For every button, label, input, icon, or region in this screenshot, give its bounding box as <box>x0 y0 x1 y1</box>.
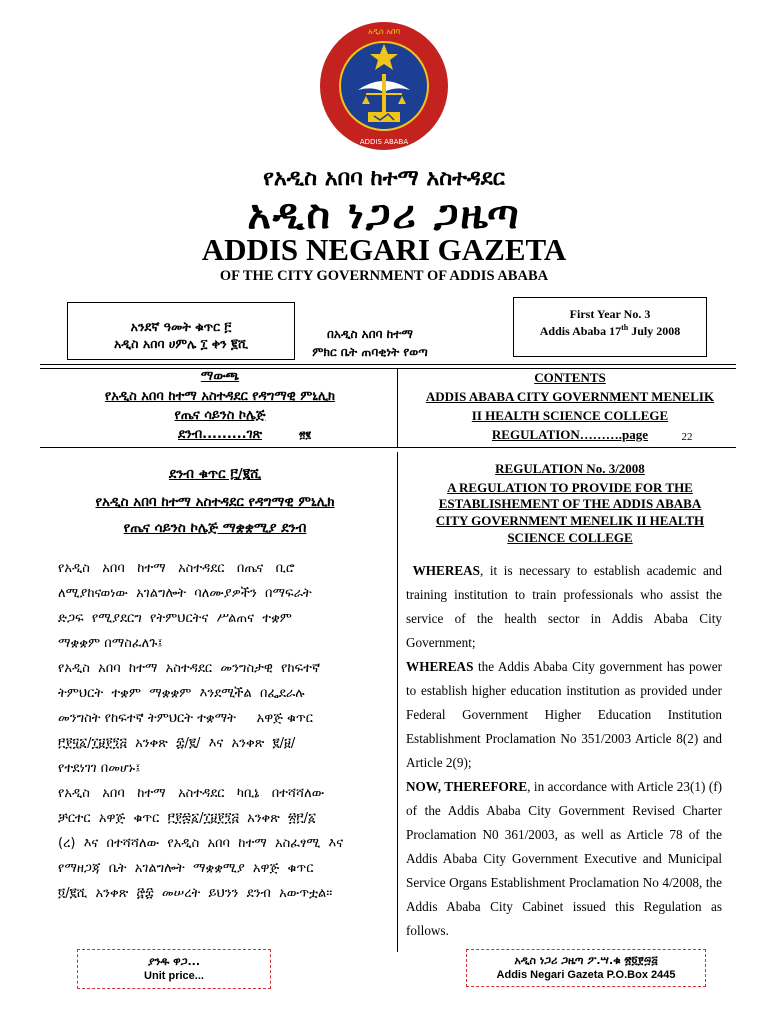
english-subtitle: OF THE CITY GOVERNMENT OF ADDIS ABABA <box>219 268 549 284</box>
contents-english-line-3: REGULATION……….page <box>491 427 649 442</box>
issue-box-english <box>513 297 707 357</box>
contents-english-line-1: ADDIS ABABA CITY GOVERNMENT MENELIK <box>425 389 715 404</box>
issue-line-2: አዲስ አበባ ሀምሌ ፲ ቀን ፪ሺ <box>113 336 249 351</box>
amharic-line: የአዲስ አበባ ከተማ አስተዳደር መንግስታዊ የከፍተኛ <box>58 661 321 676</box>
svg-text:ADDIS ABABA: ADDIS ABABA <box>359 138 409 146</box>
contents-amharic-line-2: የጤና ሳይንስ ኮሌጅ <box>174 408 266 423</box>
contents-amharic-line-3: ደንብ.........ገጽ <box>177 427 263 442</box>
english-regulation-number: REGULATION No. 3/2008 <box>495 461 645 476</box>
amharic-regulation-title-2: የጤና ሳይንስ ኮሌጅ ማቋቋሚያ ደንብ <box>123 520 307 536</box>
english-regulation-title-2: ESTABLISHEMENT OF THE ADDIS ABABA <box>438 496 702 511</box>
amharic-line: ቻርተር አዋጅ ቁጥር ፫፻፷፩/፲፱፻፺፭ አንቀጽ ፳፫/፩ <box>58 811 317 826</box>
english-regulation-title-3: CITY GOVERNMENT MENELIK II HEALTH <box>435 513 705 528</box>
po-box-english: Addis Negari Gazeta P.O.Box 2445 <box>496 969 676 981</box>
svg-text:አዲስ አበባ: አዲስ አበባ <box>367 27 401 36</box>
amharic-line: ለሚያከናወነው አገልግሎት ባለሙያዎችን በማፍራት <box>58 586 312 601</box>
contents-amharic-heading: ማውጫ <box>200 369 240 384</box>
unit-price-amharic: ያንዱ ዋጋ... <box>147 955 201 968</box>
whereas-paragraph-1: WHEREAS, it is necessary to establish academic and training institution to train professionals who assist the service of the health sector in Addis Ababa City Government; <box>406 563 722 650</box>
amharic-line: ድጋፍ የሚያደርግ የትምህርትና ሥልጠና ተቋም <box>58 611 292 626</box>
unit-price-box <box>77 949 271 989</box>
amharic-line: መንግስት የከፍተኛ ትምህርት ተቋማት አዋጅ ቁጥር <box>58 711 313 726</box>
amharic-line: የአዲስ አበባ ከተማ አስተዳደር ካቢኔ በተሻሻለው <box>58 786 325 801</box>
amharic-line: ማቋቋም በማስፈለጉ፤ <box>58 636 163 651</box>
issue-box-amharic <box>67 302 295 360</box>
english-regulation-title-4: SCIENCE COLLEGE <box>507 530 633 545</box>
amharic-regulation-number: ደንብ ቁጥር ፫/፪ሺ <box>168 466 262 482</box>
contents-english-heading: CONTENTS <box>534 370 606 385</box>
council-note-line-2: ምክር ቤት ጠባቂነት የወጣ <box>312 345 428 359</box>
contents-amharic-line-1: የአዲስ አበባ ከተማ አስተዳደር የዳግማዊ ምኒሊክ <box>104 389 336 404</box>
po-box-amharic: አዲስ ነጋሪ ጋዜጣ ፖ.ሣ.ቁ ፳፬፻፵፭ <box>514 954 658 967</box>
contents-bottom-rule <box>40 447 736 448</box>
issue-date: Addis Ababa 17th July 2008 <box>539 323 681 338</box>
english-gazette-title: ADDIS NEGARI GAZETA <box>201 232 567 267</box>
whereas-paragraph-2: WHEREAS the Addis Ababa City government has power to establish higher education institution as provided under Federal Government Higher Education Institution Establishment Proclamation No 351/2003 Article 8(2) and Article 2(9); <box>406 659 722 770</box>
contents-english-page: 22 <box>681 431 693 443</box>
amharic-line: የአዲስ አበባ ከተማ አስተዳደር በጤና ቢሮ <box>58 561 295 576</box>
contents-amharic-page: ፳፪ <box>299 430 311 441</box>
amharic-line: ትምህርት ተቋም ማቋቋም ￼እንደሚችል በፌደራሉ <box>58 686 305 701</box>
therefore-paragraph: NOW, THEREFORE, in accordance with Article 23(1) (f) of the Addis Ababa City Government Revised Charter Proclamation N0 361/2003, as well as Article 78 of the Addis Ababa City Government Executive and Municipal Service Organs Establishment Proclamation No 4/2008, the Addis Ababa City Cabinet issued this Regulation as follows. <box>406 779 723 938</box>
amharic-line: ፫፻፶፩/፲፱፻፺፭ አንቀጽ ፰/፪/ እና አንቀጽ ፪/፱/ <box>58 736 296 751</box>
amharic-line: የተደነገገ በመሆኑ፤ <box>58 761 141 776</box>
english-body <box>406 559 722 943</box>
po-box-box <box>466 949 706 987</box>
amharic-line: የማዘጋጃ ቤት አገልግሎት ማቋቋሚያ አዋጅ ቁጥር <box>58 861 314 876</box>
issue-line-1: አንደኛ ዓመት ቁጥር ፫ <box>130 319 232 334</box>
contents-divider <box>397 368 398 447</box>
amharic-gazette-title: አዲስ ነጋሪ ጋዜጣ <box>247 192 521 238</box>
english-regulation-title-1: A REGULATION TO PROVIDE FOR THE <box>447 480 693 495</box>
amharic-admin-title: የአዲስ አበባ ከተማ አስተዳደር <box>263 166 505 191</box>
city-seal-logo <box>318 20 450 152</box>
amharic-regulation-title-1: የአዲስ አበባ ከተማ አስተዳደር የዳግማዊ ምኒሊክ <box>95 494 335 510</box>
amharic-line: ፬/፪ሺ አንቀጽ ፸፰ መሠረት ይህንን ደንብ አውጥቷል፡፡ <box>58 886 333 901</box>
body-divider <box>397 452 398 952</box>
unit-price-english: Unit price... <box>144 970 204 982</box>
contents-english-line-2: II HEALTH SCIENCE COLLEGE <box>471 408 669 423</box>
council-note <box>270 327 470 367</box>
council-note-line-1: በአዲስ አበባ ከተማ <box>327 327 413 341</box>
issue-number: First Year No. 3 <box>569 307 651 321</box>
amharic-line: (ረ) እና በተሻሻለው የአዲስ አበባ ከተማ አስፈፃሚ እና <box>58 836 344 851</box>
